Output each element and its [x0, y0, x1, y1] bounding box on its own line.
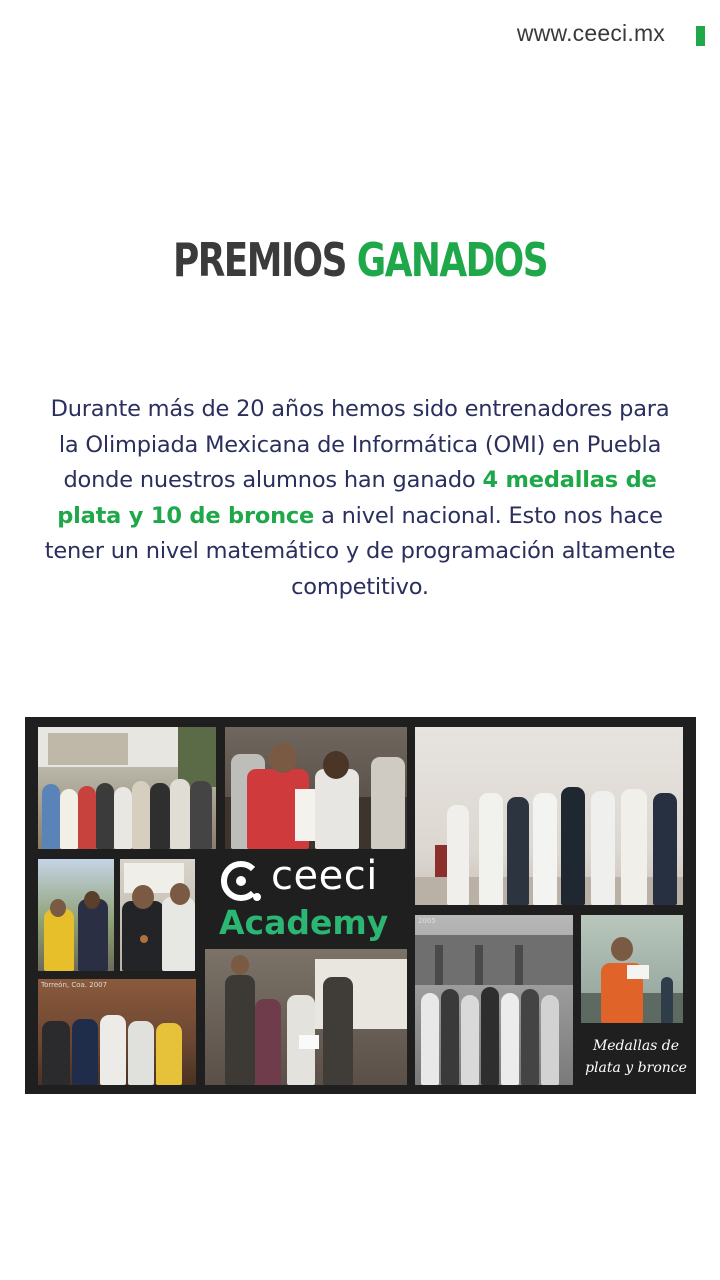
title-word-1: PREMIOS	[172, 233, 346, 287]
collage-photo-outdoor-group	[38, 727, 216, 849]
logo-brand-text: ceeci	[271, 853, 378, 899]
collage-photo-medal	[120, 859, 195, 971]
collage-photo-award	[225, 727, 407, 849]
medals-caption	[581, 1035, 691, 1079]
site-url[interactable]: www.ceeci.mx	[516, 20, 665, 46]
description-paragraph	[40, 392, 680, 605]
caption-line-2: plata y bronce	[585, 1060, 687, 1076]
logo-academy-text: Academy	[219, 903, 389, 942]
photo-label-torreon: Torreón, Coa. 2007	[41, 981, 108, 989]
collage-photo-torreon-group	[38, 979, 196, 1085]
photo-collage	[25, 717, 696, 1094]
description-text-1: Durante más de 20 años hemos sido entrenadores para la Olimpiada Mexicana de Informática (OMI) en Puebla donde nuestros alumnos han ganado	[50, 396, 670, 493]
collage-photo-orange-shirt	[581, 915, 683, 1023]
collage-photo-bw-group	[415, 915, 573, 1085]
description-highlight: 4 medallas de plata y 10 de bronce	[57, 467, 657, 529]
ceeci-logo-icon	[221, 861, 261, 901]
header-accent-bar	[696, 26, 705, 46]
description-text-2: a nivel nacional. Esto nos hace tener un nivel matemático y de programación altamente competitivo.	[44, 502, 676, 600]
title-word-2: GANADOS	[356, 233, 548, 287]
collage-photo-large-group	[415, 727, 683, 905]
page-title	[79, 230, 641, 290]
collage-photo-classroom	[205, 949, 407, 1085]
photo-label-2005: 2005	[418, 917, 436, 925]
collage-photo-yellow-shirt	[38, 859, 114, 971]
ceeci-academy-logo	[219, 853, 409, 949]
caption-line-1: Medallas de	[592, 1038, 680, 1054]
